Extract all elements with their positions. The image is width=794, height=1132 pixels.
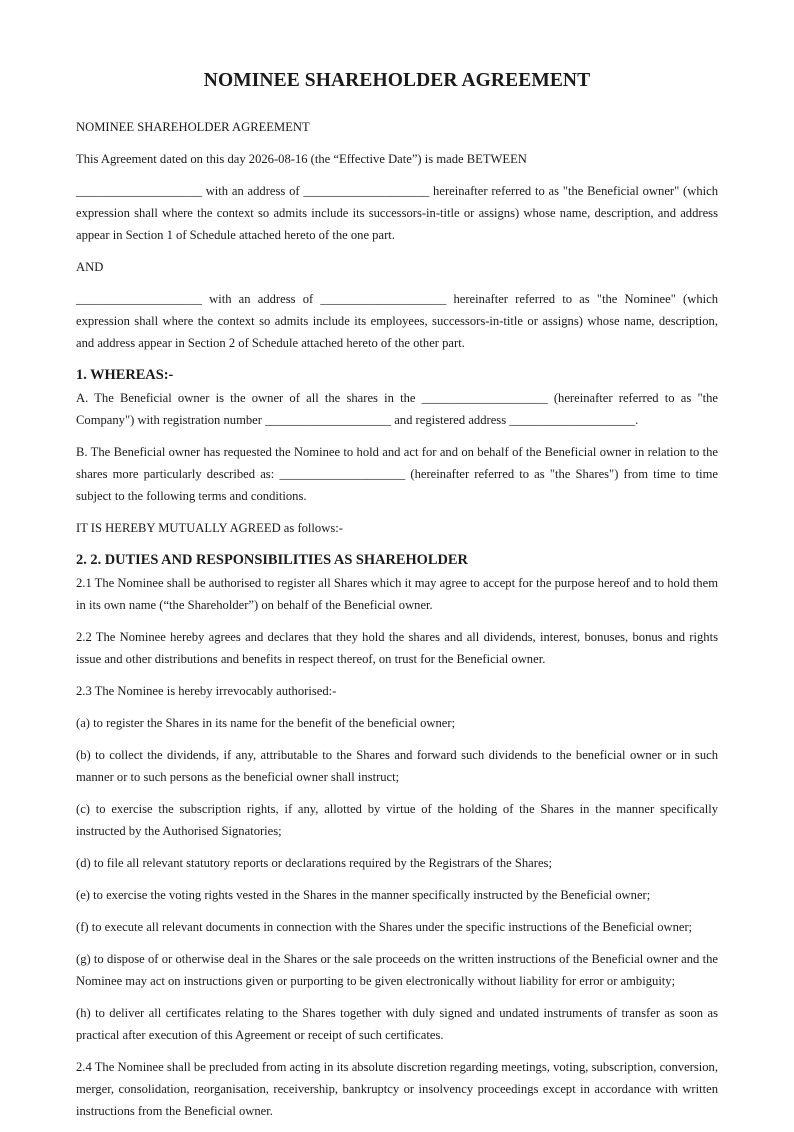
clause-2-4: 2.4 The Nominee shall be precluded from acting in its absolute discretion regarding meetings, voting, subscription, conversion, merger, consolidation, reorganisation, receivership, bankruptcy or insolvency proceedings except in accordance with written instructions from the Beneficial owner.: [76, 1060, 718, 1118]
whereas-b: B. The Beneficial owner has requested the Nominee to hold and act for and on behalf of the Beneficial owner in relation to the shares more particularly described as: ____________________ (hereinafter referred to as "the Shares") from time to time subject to the following terms and conditions.: [76, 445, 718, 503]
clause-2-3-d: (d) to file all relevant statutory reports or declarations required by the Registrars of the Shares;: [76, 856, 552, 870]
section-1-heading: 1. WHEREAS:-: [76, 367, 174, 383]
section-2-heading: 2. 2. DUTIES AND RESPONSIBILITIES AS SHAREHOLDER: [76, 552, 468, 568]
and-separator: AND: [76, 260, 104, 274]
clause-2-3-h: (h) to deliver all certificates relating to the Shares together with duly signed and undated instruments of transfer as soon as practical after execution of this Agreement or receipt of such certificates.: [76, 1006, 718, 1042]
document-body: [76, 116, 718, 1132]
clause-2-3-g: (g) to dispose of or otherwise deal in the Shares or the sale proceeds on the written instructions of the Beneficial owner and the Nominee may act on instructions given or purporting to be given electronically without liability for error or ambiguity;: [76, 952, 718, 988]
clause-2-1: 2.1 The Nominee shall be authorised to register all Shares which it may agree to accept for the purpose hereof and to hold them in its own name (“the Shareholder”) on behalf of the Beneficial owner.: [76, 576, 718, 612]
intro-paragraph: This Agreement dated on this day 2026-08-16 (the “Effective Date”) is made BETWEEN: [76, 152, 527, 166]
clause-2-3-c: (c) to exercise the subscription rights, if any, allotted by virtue of the holding of the Shares in the manner specifically instructed by the Authorised Signatories;: [76, 802, 718, 838]
clause-2-2: 2.2 The Nominee hereby agrees and declares that they hold the shares and all dividends, interest, bonuses, bonus and rights issue and other distributions and benefits in respect thereof, on trust for the Beneficial owner.: [76, 630, 718, 666]
nominee-party: ____________________ with an address of ____________________ hereinafter referred to as "the Nominee" (which expression shall where the context so admits include its employees, successors-in-title or assigns) whose name, description, and address appear in Section 2 of Schedule attached hereto of the other part.: [76, 292, 718, 350]
document-title: NOMINEE SHAREHOLDER AGREEMENT: [203, 70, 591, 91]
clause-2-3-f: (f) to execute all relevant documents in connection with the Shares under the specific instructions of the Beneficial owner;: [76, 920, 693, 934]
clause-2-3-a: (a) to register the Shares in its name for the benefit of the beneficial owner;: [76, 716, 456, 730]
whereas-a: A. The Beneficial owner is the owner of all the shares in the ____________________ (hereinafter referred to as "the Company") with registration number ____________________ and registered address ____________________.: [76, 391, 718, 427]
clause-2-3-b: (b) to collect the dividends, if any, attributable to the Shares and forward such dividends to the beneficial owner or in such manner or to such persons as the beneficial owner shall instruct;: [76, 748, 718, 784]
document-subtitle: NOMINEE SHAREHOLDER AGREEMENT: [76, 120, 310, 134]
clause-2-3-e: (e) to exercise the voting rights vested in the Shares in the manner specifically instructed by the Beneficial owner;: [76, 888, 651, 902]
agreed-statement: IT IS HEREBY MUTUALLY AGREED as follows:-: [76, 521, 343, 535]
beneficial-owner-party: ____________________ with an address of ____________________ hereinafter referred to as "the Beneficial owner" (which expression shall where the context so admits include its successors-in-title or assigns) whose name, description, and address appear in Section 1 of Schedule attached hereto of the one part.: [76, 184, 718, 242]
clause-2-3: 2.3 The Nominee is hereby irrevocably authorised:-: [76, 684, 337, 698]
